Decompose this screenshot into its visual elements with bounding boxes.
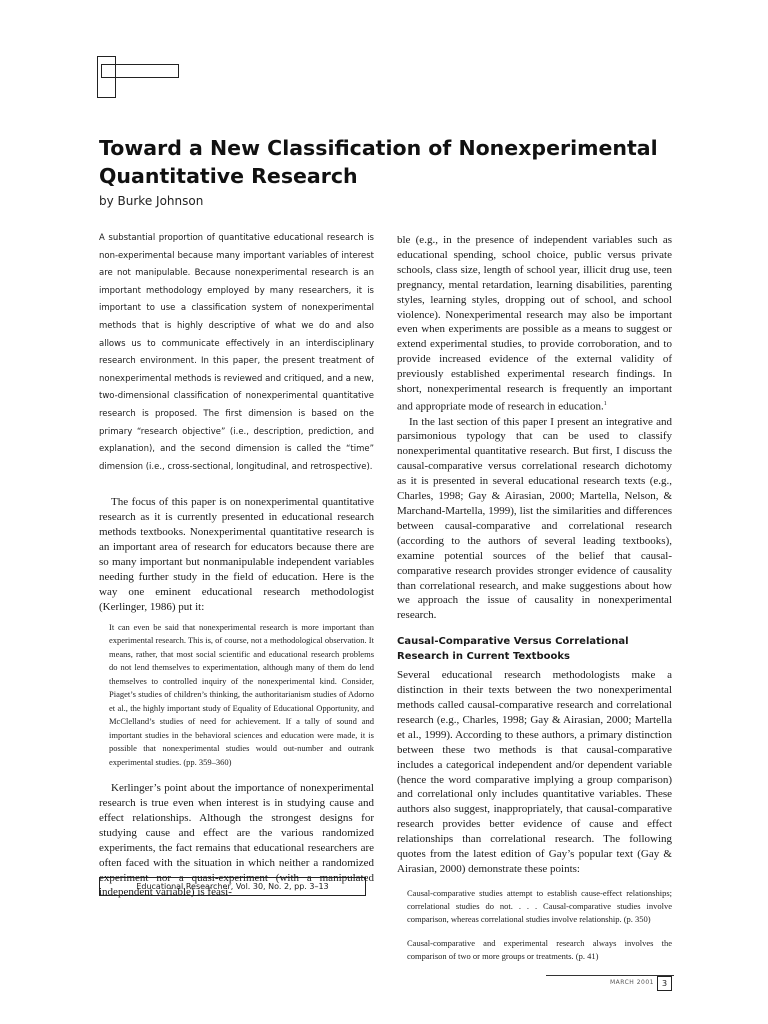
body-paragraph-distinction: Several educational research methodologists make a distinction in their texts between the two nonexperimental methods called causal-comparative research and correlational research (e.g., Charles, 1998; Gay & Airasian, 2000; Martella et al., 1999). According to these authors, a primary distinction between these two methods is that causal-comparative includes a categorical independent and/or dependent variable (hence the word comparative implying a group comparison) and correlational only includes quantitative variables. These authors also suggest, inappropriately, that causal-comparative research provides better evidence of cause and effect relationships than correlational research. The following quotes from the latest edition of Gay’s popular text (Gay & Airasian, 2000) demonstrate these points: [397,669,672,875]
decorative-frame-horizontal [101,64,179,78]
page-number: 3 [657,976,672,991]
article-byline: by Burke Johnson [99,194,204,208]
body-paragraph-typology: In the last section of this paper I present an integrative and parsimonious typology that can be used to classify nonexperimental quantitative research. But first, I discuss the causal-comparative versus correlational research dichotomy as it is presented in several educational research texts (e.g., Charles, 1998; Gay & Airasian, 2000; Martella, Nelson, & Marchand-Martella, 1999), list the similarities and differences between causal-comparative and correlational research (according to the authors of several leading textbooks), examine potential sources of the belief that causal-comparative research provides stronger evidence of causality than correlational research, and make suggestions about how we approach the issue of causality in nonexperimental research. [397,415,672,622]
kerlinger-quote: It can even be said that nonexperimental research is more important than experimental research. This is, of course, not a methodological observation. It means, rather, that most social scientific and educational research problems do not lend themselves to experimentation, although many of them do lend themselves to controlled inquiry of the nonexperimental kind. Consider, Piaget’s studies of children’s thinking, the authoritarianism studies of Adorno et al., the highly important study of Equality of Educational Opportunity, and McClelland’s studies of need for achievement. If a tally of sound and important studies in the behavioral sciences and education were made, it is possible that nonexperimental studies would out-number and outrank experimental studies. (pp. 359–360) [109,621,374,767]
body-paragraph-continued [397,233,672,415]
body-paragraph-continued-text: ble (e.g., in the presence of independent variables such as educational spending, school choice, public versus private schools, class size, length of school year, illicit drug use, teen pregnancy, mental retardation, learning disabilities, parenting styles, learning styles, dropping out of school, and school violence). Nonexperimental research may also be important even when experiments are possible as a means to suggest or extend experimental studies, to provide corroboration, and to provide increased evidence of the external validity of previously established experimental research findings. In short, nonexperimental research is frequently an important and appropriate mode of research in education. [397,234,672,413]
right-column [397,233,672,963]
footnote-marker: 1 [603,400,607,407]
article-title: Toward a New Classification of Nonexperimental Quantitative Research [99,136,658,188]
gay-quote-2: Causal-comparative and experimental research always involves the comparison of two or more groups or treatments. (p. 41) [407,937,672,961]
left-column [99,230,374,900]
footer-rule [546,975,674,976]
section-heading: Causal-Comparative Versus Correlational Research in Current Textbooks [397,636,629,662]
gay-quote-1: Causal-comparative studies attempt to establish cause-effect relationships; correlational studies do not. . . . Causal-comparative studies involve comparison, whereas correlational studies involve relationship. (p. 350) [407,887,672,925]
intro-paragraph-1: The focus of this paper is on nonexperimental quantitative research as it is currently presented in educational research methods textbooks. Nonexperimental quantitative research is an important area of research for educators because there are so many important but nonmanipulable independent variables needing further study in the field of education. Here is the way one eminent educational research methodologist (Kerlinger, 1986) put it: [99,496,374,613]
issue-date: MARCH 2001 [609,979,654,986]
abstract: A substantial proportion of quantitative educational research is non-experimental because many important variables of interest are not manipulable. Because nonexperimental research is an important methodology employed by many researchers, it is important to use a classification system of nonexperimental methods that is highly descriptive of what we do and also allows us to communicate effectively in an interdisciplinary research environment. In this paper, the present treatment of nonexperimental methods is reviewed and critiqued, and a new, two-dimensional classification of nonexperimental quantitative research is proposed. The first dimension is based on the primary “research objective” (i.e., description, prediction, and explanation), and the second dimension is called the “time” dimension (i.e., cross-sectional, longitudinal, and retrospective). [99,233,374,472]
intro-paragraph-2: Kerlinger’s point about the importance of nonexperimental research is true even when interest is in studying cause and effect relationships. Although the strongest designs for studying cause and effect are the various randomized experiments, the fact remains that educational researchers are often faced with the situation in which neither a randomized experiment nor a quasi-experiment (with a manipulated independent variable) is feasi- [99,782,374,899]
journal-citation: Educational Researcher, Vol. 30, No. 2, pp. 3–13 [99,877,366,896]
